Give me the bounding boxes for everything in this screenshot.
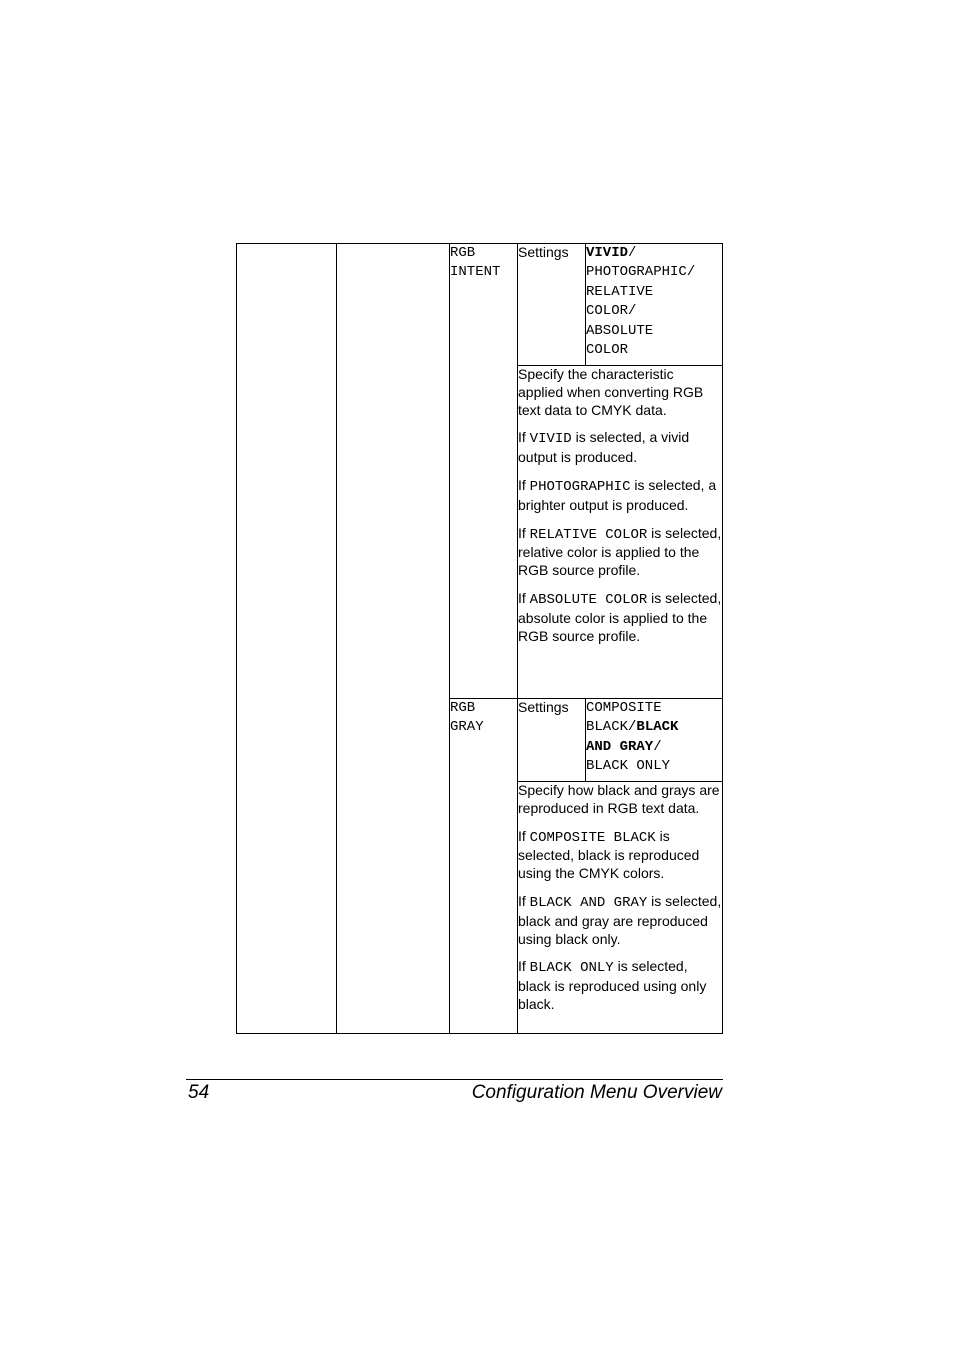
section-title: Configuration Menu Overview: [471, 1082, 722, 1103]
setting-value: BLACK/: [586, 719, 637, 736]
description-case: If COMPOSITE BLACK is selected, black is reproduced using the CMYK colors.: [518, 827, 700, 882]
description-case: If PHOTOGRAPHIC is selected, a brighter output is produced.: [518, 476, 717, 513]
value-separator: /: [628, 245, 637, 261]
description-case: If RELATIVE COLOR is selected, relative color is applied to the RGB source profile.: [518, 524, 722, 579]
description-intro: Specify how black and grays are reproduced in RGB text data.: [518, 782, 720, 816]
default-value: AND GRAY: [586, 738, 654, 755]
rgb-intent-settings-values: [586, 244, 723, 366]
default-value: VIVID: [586, 245, 629, 261]
settings-label: Settings: [518, 244, 586, 366]
page-number: 54: [188, 1082, 210, 1103]
item-name-line: RGB: [450, 700, 476, 716]
setting-value: COLOR: [586, 342, 629, 359]
setting-value: COLOR/: [586, 303, 637, 320]
setting-value: COMPOSITE: [586, 700, 662, 716]
rgb-gray-description: [518, 782, 723, 1034]
description-case: If ABSOLUTE COLOR is selected, absolute color is applied to the RGB source profile.: [518, 589, 722, 644]
description-case: If BLACK AND GRAY is selected, black and gray are reproduced using black only.: [518, 892, 722, 947]
setting-value: PHOTOGRAPHIC/: [586, 264, 696, 281]
description-case: If BLACK ONLY is selected, black is reproduced using only black.: [518, 958, 707, 1012]
menu-table: [236, 243, 723, 1034]
menu-level2-cell: [337, 244, 450, 1034]
setting-value: ABSOLUTE: [586, 322, 654, 339]
rgb-gray-settings-values: [586, 699, 723, 782]
description-case: If VIVID is selected, a vivid output is produced.: [518, 429, 690, 466]
item-name-line: GRAY: [450, 719, 484, 736]
description-intro: Specify the characteristic applied when converting RGB text data to CMYK data.: [518, 366, 704, 418]
rgb-intent-item: [450, 244, 518, 699]
rgb-gray-item: [450, 699, 518, 1034]
footer-rule: [186, 1079, 723, 1080]
menu-level1-cell: [237, 244, 337, 1034]
item-name-line: INTENT: [450, 264, 501, 281]
item-name-line: RGB: [450, 245, 476, 261]
setting-value: BLACK ONLY: [586, 758, 671, 775]
default-value: BLACK: [636, 719, 679, 736]
rgb-intent-description: [518, 366, 723, 699]
setting-value: RELATIVE: [586, 283, 654, 300]
settings-label: Settings: [518, 699, 586, 782]
value-separator: /: [653, 738, 662, 755]
